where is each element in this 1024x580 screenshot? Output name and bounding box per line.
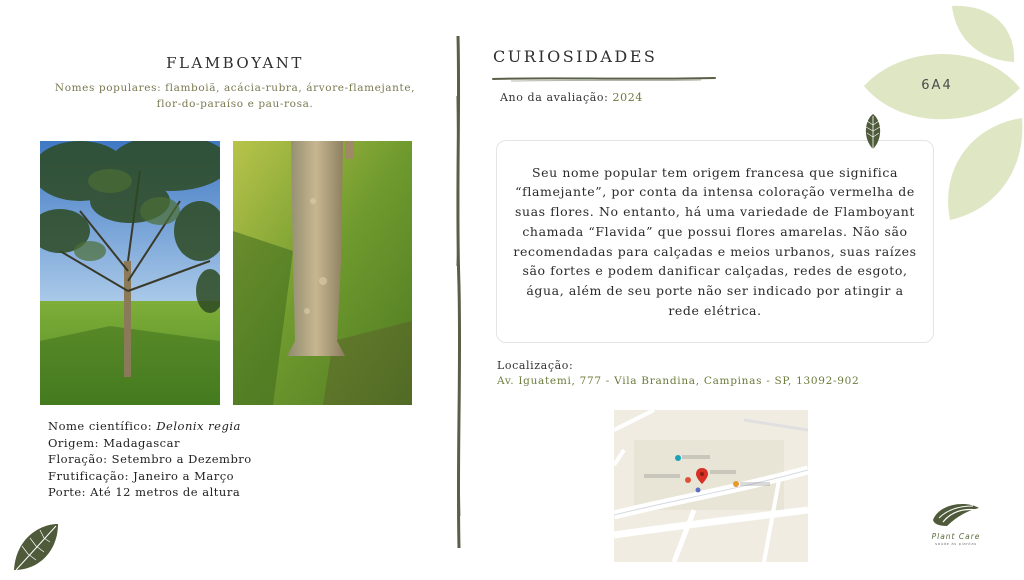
plant-care-logo (918, 500, 994, 552)
brush-divider (449, 36, 469, 548)
poi-dot (685, 477, 691, 483)
leaf-decoration (860, 0, 1024, 224)
brush-underline (491, 68, 717, 76)
plant-facts (48, 418, 252, 501)
leaf-icon (10, 520, 62, 576)
curiosities-text: Seu nome popular tem origem francesa que significa “flamejante”, por conta da intensa coloração vermelha de suas flores. No entanto, há uma variedade de Flamboyant chamada “Flavida” que possui flores amarelas. Não são recomendadas para calçadas e meios urbanos, suas raízes são fortes e podem danificar calçadas, redes de esgoto, água, além de seu porte não ser indicado por atingir a rede elétrica. (513, 164, 917, 318)
plant-care-logo-mark (929, 500, 983, 528)
evaluation-year-value: 2024 (612, 91, 643, 104)
poi-dot (733, 481, 739, 487)
origin: Origem: Madagascar (48, 435, 180, 450)
curiosities-title: CURIOSIDADES (493, 47, 658, 66)
plant-title: FLAMBOYANT (166, 54, 304, 72)
poi-dot (696, 488, 701, 493)
location-address: Av. Iguatemi, 777 - Vila Brandina, Campinas - SP, 13092-902 (497, 375, 860, 387)
popular-names: Nomes populares: flamboiã, acácia-rubra, árvore-flamejante, flor-do-paraíso e pau-rosa. (54, 82, 416, 110)
tree-canopy-photo (40, 141, 220, 405)
tree-trunk-photo (233, 141, 412, 405)
location-map[interactable] (614, 410, 808, 562)
fruiting: Frutificação: Janeiro a Março (48, 468, 235, 483)
logo-name: Plant Care (931, 532, 981, 541)
scientific-name-value: Delonix regia (156, 419, 241, 433)
flowering: Floração: Setembro a Dezembro (48, 452, 252, 466)
poi-dot (675, 455, 681, 461)
leaf-icon (862, 113, 884, 153)
logo-tagline: saúde às plantas (935, 541, 977, 546)
evaluation-year: Ano da avaliação: 2024 (500, 91, 643, 104)
scientific-name: Nome científico: Delonix regia (48, 419, 241, 433)
size: Porte: Até 12 metros de altura (48, 485, 241, 499)
location-label: Localização: (497, 359, 574, 372)
tree-code: 6A4 (921, 78, 953, 93)
